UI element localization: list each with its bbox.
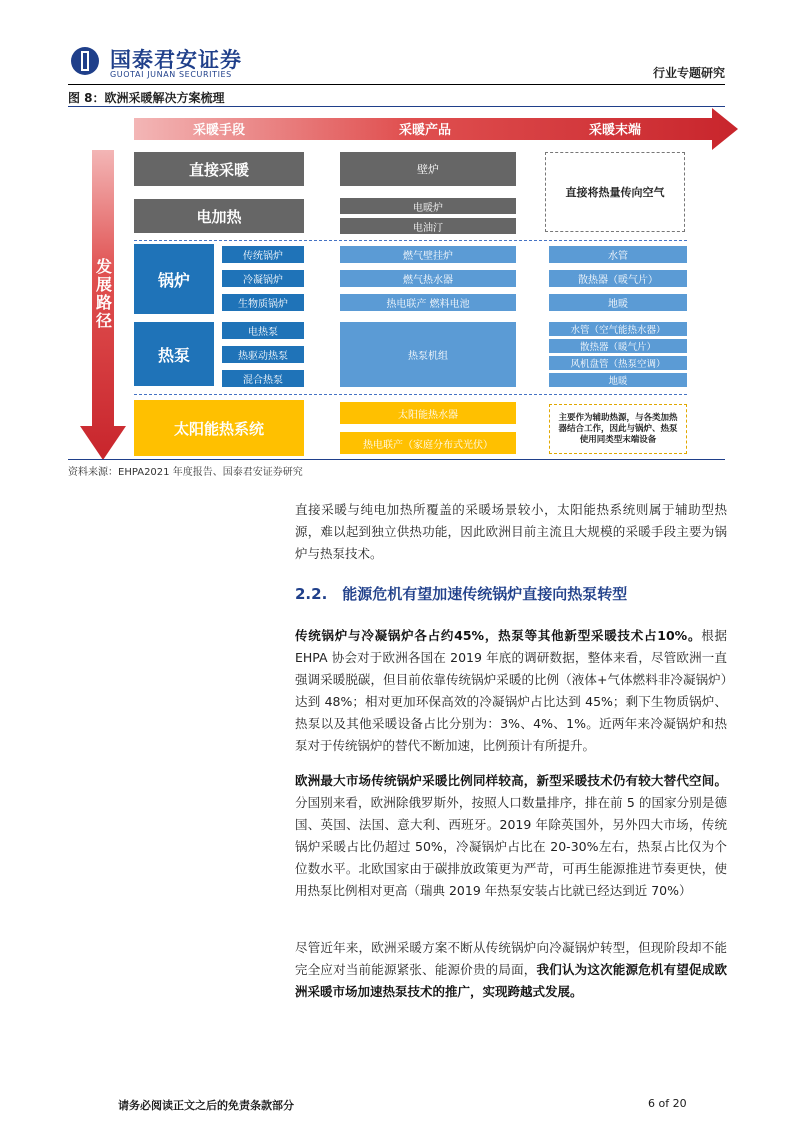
brand-name-cn: 国泰君安证券 <box>110 48 242 72</box>
product-gas-wall-boiler: 燃气壁挂炉 <box>340 246 516 263</box>
logo-icon <box>70 46 102 76</box>
terminal-floor-heating-hp: 地暖 <box>549 373 687 387</box>
product-chp-pv: 热电联产（家庭分布式光伏） <box>340 432 516 454</box>
terminal-direct-air: 直接将热量传向空气 <box>545 152 685 232</box>
paragraph-conclusion-body: 尽管近年来，欧洲采暖方案不断从传统锅炉向冷凝锅炉转型，但现阶段却不能完全应对当前能源紧张、能源价贵的局面， <box>295 940 727 977</box>
product-fireplace: 壁炉 <box>340 152 516 186</box>
boiler-traditional: 传统锅炉 <box>222 246 304 263</box>
terminal-fan-coil: 风机盘管（热泵空调） <box>549 356 687 370</box>
terminal-solar-note: 主要作为辅助热源，与各类加热器结合工作，因此与锅炉、热泵使用同类型末端设备 <box>549 404 687 454</box>
paragraph-market <box>295 770 727 902</box>
boiler-condensing: 冷凝锅炉 <box>222 270 304 287</box>
paragraph-boiler-share <box>295 625 727 757</box>
page-number: 6 of 20 <box>648 1097 687 1110</box>
figure-title: 图 8：欧洲采暖解决方案梳理 <box>68 91 225 105</box>
method-electric-heating: 电加热 <box>134 199 304 233</box>
figure-source: 资料来源：EHPA2021 年度报告、国泰君安证券研究 <box>68 467 303 478</box>
paragraph-intro: 直接采暖与纯电加热所覆盖的采暖场景较小，太阳能热系统则属于辅助型热源，难以起到独立供热功能，因此欧洲目前主流且大规模的采暖手段主要为锅炉与热泵技术。 <box>295 502 727 561</box>
section-title: 2.2. 能源危机有望加速传统锅炉直接向热泵转型 <box>295 585 628 603</box>
vertical-label: 发 展 路 径 <box>95 257 112 330</box>
terminal-radiator-hp: 散热器（暖气片） <box>549 339 687 353</box>
heatpump-thermal: 热驱动热泵 <box>222 346 304 363</box>
paragraph-boiler-share-lead: 传统锅炉与冷凝锅炉各占约45%，热泵等其他新型采暖技术占10%。 <box>295 628 702 643</box>
product-solar-water-heater: 太阳能热水器 <box>340 402 516 424</box>
paragraph-market-lead: 欧洲最大市场传统锅炉采暖比例同样较高，新型采暖技术仍有较大替代空间。 <box>295 773 727 788</box>
column-label-product: 采暖产品 <box>398 123 451 138</box>
heatpump-hybrid: 混合热泵 <box>222 370 304 387</box>
heatpump-electric: 电热泵 <box>222 322 304 339</box>
product-chp-fuel-cell: 热电联产 燃料电池 <box>340 294 516 311</box>
method-boiler: 锅炉 <box>134 244 214 314</box>
terminal-water-pipe: 水管 <box>549 246 687 263</box>
product-gas-water-heater: 燃气热水器 <box>340 270 516 287</box>
column-label-terminal: 采暖末端 <box>588 123 641 138</box>
paragraph-conclusion <box>295 937 727 1003</box>
report-type: 行业专题研究 <box>652 66 725 80</box>
product-electric-heater: 电暖炉 <box>340 198 516 214</box>
paragraph-boiler-share-body: 根据 EHPA 协会对于欧洲各国在 2019 年底的调研数据，整体来看，尽管欧洲一直强调采暖脱碳，但目前依靠传统锅炉采暖的比例（液体+气体燃料非冷凝锅炉）达到 48%；相对更加环保高效的冷凝锅炉占比达到 45%；剩下生物质锅炉、热泵以及其他采暖设备占比分别为：3%、4%、1%。近两年来冷凝锅炉和热泵对于传统锅炉的替代不断加速，比例预计有所提升。 <box>295 628 727 753</box>
boiler-biomass: 生物质锅炉 <box>222 294 304 311</box>
terminal-water-pipe-air: 水管（空气能热水器） <box>549 322 687 336</box>
figure-bottom-divider <box>68 459 725 460</box>
product-heat-pump-unit: 热泵机组 <box>340 322 516 387</box>
header-divider <box>68 84 725 85</box>
terminal-radiator: 散热器（暖气片） <box>549 270 687 287</box>
paragraph-conclusion-lead: 我们认为这次能源危机有望促成欧洲采暖市场加速热泵技术的推广，实现跨越式发展。 <box>295 962 727 999</box>
method-solar-thermal: 太阳能热系统 <box>134 400 304 456</box>
row-divider <box>134 240 687 241</box>
column-label-method: 采暖手段 <box>192 123 245 138</box>
figure-top-divider <box>68 106 725 107</box>
row-divider <box>134 394 687 395</box>
method-heat-pump: 热泵 <box>134 322 214 386</box>
footer-disclaimer: 请务必阅读正文之后的免责条款部分 <box>118 1099 294 1112</box>
paragraph-market-body: 分国别来看，欧洲除俄罗斯外，按照人口数量排序，排在前 5 的国家分别是德国、英国、法国、意大利、西班牙。2019 年除英国外，另外四大市场，传统锅炉采暖占比仍超过 50%，冷凝锅炉占比在 20-30%左右，热泵占比仅为个位数水平。北欧国家由于碳排放政策更为严苛，可再生能源推进节奏更快，使用热泵比例相对更高（瑞典 2019 年热泵安装占比就已经达到近 70%） <box>295 795 727 898</box>
product-oil-heater: 电油汀 <box>340 218 516 234</box>
brand-name-en: GUOTAI JUNAN SECURITIES <box>110 70 232 79</box>
method-direct-heating: 直接采暖 <box>134 152 304 186</box>
terminal-floor-heating: 地暖 <box>549 294 687 311</box>
